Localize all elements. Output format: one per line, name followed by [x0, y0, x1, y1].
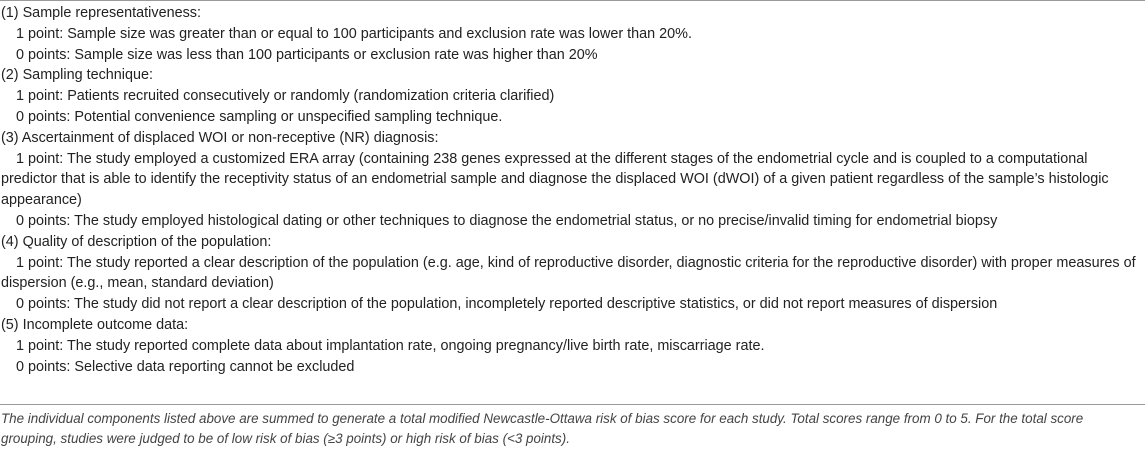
criterion-0-points: 0 points: The study did not report a clear description of the population, incompletely reported descriptive statistics, or did not report measures of dispersion	[16, 296, 998, 313]
criterion-1-point: 1 point: The study reported a clear description of the population (e.g. age, kind of reproductive disorder, diagnostic criteria for the reproductive disorder) with proper measures of dispersion (e.g., mean, standard deviation)	[1, 254, 1136, 292]
criterion-0-points: 0 points: Selective data reporting cannot be excluded	[16, 358, 355, 375]
criterion-0-points: 0 points: The study employed histological dating or other techniques to diagnose the endometrial status, or no precise/invalid timing for endometrial biopsy	[16, 212, 998, 229]
section-heading-population-description: (4) Quality of description of the population:	[1, 233, 272, 250]
criterion-0-points: 0 points: Sample size was less than 100 participants or exclusion rate was higher than 20%	[16, 46, 598, 63]
section-heading-sampling-technique: (2) Sampling technique:	[1, 67, 153, 84]
section-heading-incomplete-outcome-data: (5) Incomplete outcome data:	[1, 316, 189, 333]
bottom-rule	[0, 404, 1145, 405]
criterion-1-point: 1 point: Patients recruited consecutively or randomly (randomization criteria clarified)	[16, 88, 555, 105]
top-rule	[0, 0, 1145, 1]
criterion-0-points: 0 points: Potential convenience sampling or unspecified sampling technique.	[16, 108, 503, 125]
table-footnote: The individual components listed above are summed to generate a total modified Newcastle-Ottawa risk of bias score for each study. Total scores range from 0 to 5. For the total score grouping, studies were judged to be of low risk of bias (≥3 points) or high risk of bias (<3 points).	[1, 411, 1084, 446]
criterion-1-point: 1 point: Sample size was greater than or equal to 100 participants and exclusion rate was lower than 20%.	[16, 25, 692, 42]
table-body	[0, 3, 1145, 377]
criterion-1-point: 1 point: The study reported complete data about implantation rate, ongoing pregnancy/live birth rate, miscarriage rate.	[16, 337, 765, 354]
section-heading-sample-representativeness: (1) Sample representativeness:	[1, 5, 201, 21]
criterion-1-point: 1 point: The study employed a customized ERA array (containing 238 genes expressed at the different stages of the endometrial cycle and is coupled to a computational predictor that is able to identify the receptivity status of an endometrial sample and diagnose the displaced WOI (dWOI) of a given patient regardless of the sample’s histologic appearance)	[1, 150, 1109, 209]
section-heading-ascertainment-diagnosis: (3) Ascertainment of displaced WOI or non-receptive (NR) diagnosis:	[1, 129, 439, 146]
